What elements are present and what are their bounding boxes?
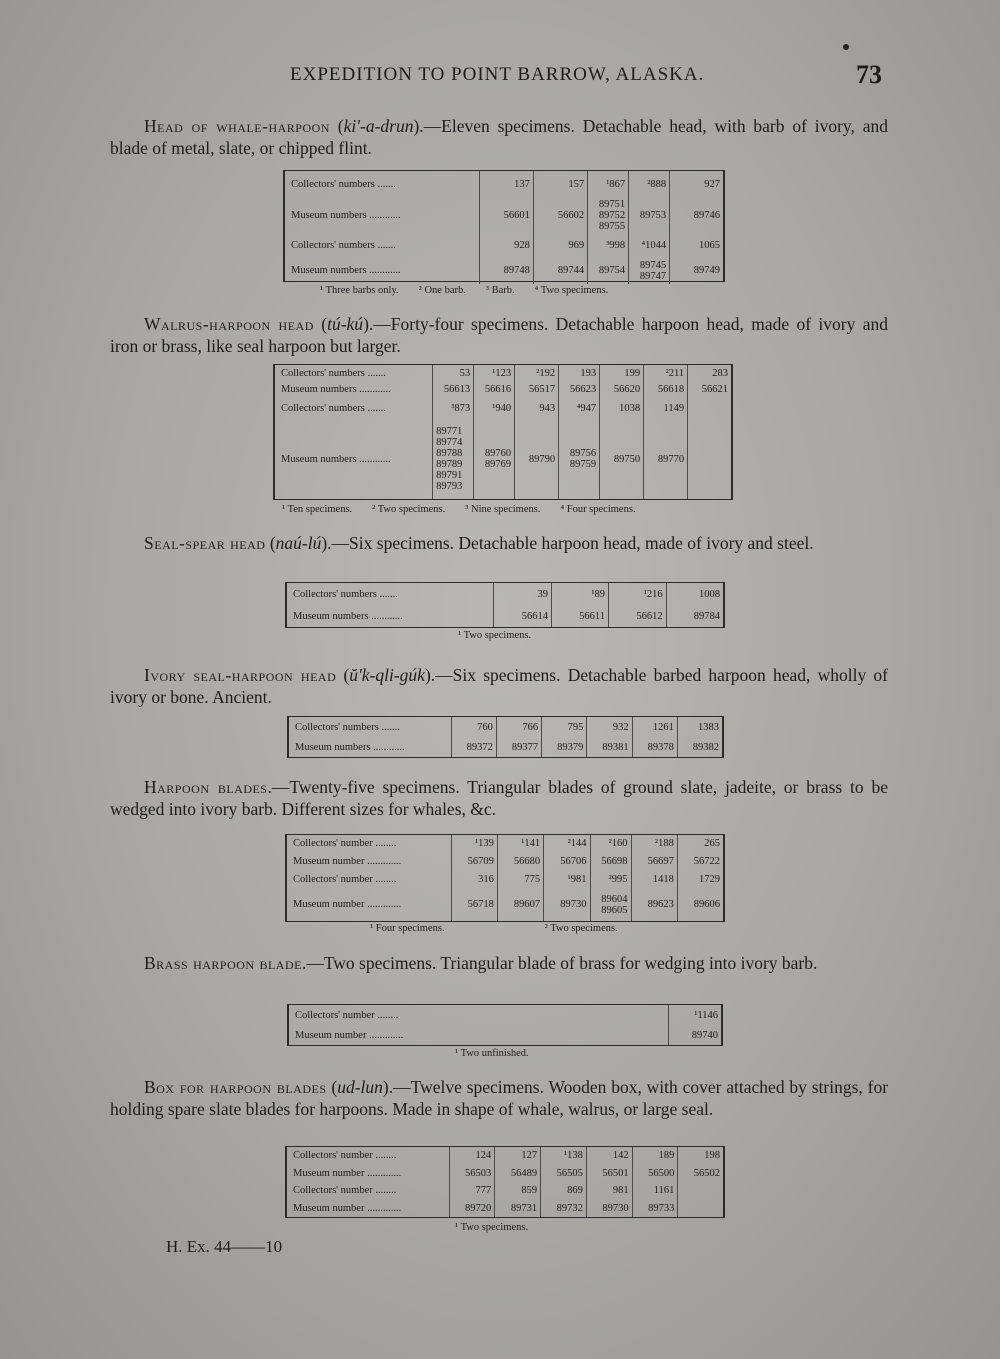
table-cell (688, 397, 731, 419)
table-cell: 89730 (586, 1200, 632, 1218)
section-text: .—Six specimens. Detachable barbed harpoon head, wholly of ivory or bone. Ancient. (110, 665, 888, 707)
table-cell: ²188 (631, 835, 677, 853)
table-cell: ¹216 (608, 583, 666, 605)
specimen-table (285, 582, 725, 628)
running-title: EXPEDITION TO POINT BARROW, ALASKA. (290, 64, 705, 85)
table-cell: ²888 (629, 171, 670, 198)
table-cell: ³998 (588, 233, 629, 257)
table-cell: 56618 (644, 381, 688, 397)
table-cell: ¹981 (544, 870, 590, 888)
table-cell: 56614 (494, 605, 552, 627)
table-cell: ²211 (644, 365, 688, 381)
table-cell: 89790 (515, 419, 559, 499)
table-cell: 137 (479, 171, 533, 198)
specimen-table (273, 364, 733, 500)
table-cell: ¹138 (541, 1147, 587, 1165)
table-cell: 795 (542, 717, 587, 737)
table-cell: 89750 (600, 419, 644, 499)
table-cell: 56503 (449, 1165, 495, 1183)
row-label: Museum number ............. (293, 899, 402, 911)
specimen-table (287, 1004, 723, 1046)
table-cell: 1383 (677, 717, 722, 737)
table-cell: 56505 (541, 1165, 587, 1183)
table-cell: ¹1146 (669, 1005, 722, 1025)
table-cell: 56489 (495, 1165, 541, 1183)
section-text: .—Forty-four specimens. Detachable harpoon head, made of ivory and iron or brass, like seal harpoon but larger. (110, 314, 889, 356)
row-label: Collectors' numbers ....... (291, 179, 396, 190)
row-label: Museum numbers ............ (293, 610, 403, 622)
native-name: ki'-a-drun (343, 116, 414, 136)
table-cell: 1418 (631, 870, 677, 888)
table-cell: ¹89 (551, 583, 608, 605)
specimen-table (285, 1146, 725, 1218)
footnote: ⁴ Four specimens. (560, 504, 636, 515)
section-heading: Head of whale-harpoon (144, 116, 330, 136)
table-cell: 56697 (631, 853, 677, 871)
footnote: ¹ Two specimens. (458, 630, 532, 641)
section-heading: Brass harpoon blade (144, 953, 302, 973)
table-cell: 89745 89747 (629, 257, 670, 284)
table-cell: 927 (670, 171, 723, 198)
table-cell (678, 1200, 723, 1218)
row-label: Museum number ............. (295, 1029, 404, 1041)
table-cell: 89381 (587, 737, 632, 757)
dot-leader: ........ (372, 1185, 397, 1197)
table-cell: ¹123 (474, 365, 515, 381)
table-cell: 56500 (632, 1165, 678, 1183)
table-cell: 89744 (533, 257, 587, 284)
table-cell: 53 (433, 365, 474, 381)
native-name: ud-lun (337, 1077, 383, 1097)
table-cell: 89382 (677, 737, 722, 757)
table-cell: 89753 (629, 198, 670, 233)
table-cell: 89746 (670, 198, 723, 233)
section-whale-harpoon-head: Head of whale-harpoon (ki'-a-drun).—Eleven specimens. Detachable head, with barb of ivory, and blade of metal, slate, or chipped flint. (110, 116, 889, 158)
table-cell: 157 (533, 171, 587, 198)
table-cell: 981 (586, 1182, 632, 1200)
table-cell: 56623 (559, 381, 600, 397)
table-cell: ²144 (544, 835, 590, 853)
table-cell: 124 (449, 1147, 495, 1165)
table-cell: 89379 (542, 737, 587, 757)
table-cell: ³873 (433, 397, 474, 419)
table-cell: 199 (600, 365, 644, 381)
table-cell: 969 (533, 233, 587, 257)
table-cell: 283 (688, 365, 731, 381)
table-cell: 89604 89605 (590, 888, 631, 921)
table-cell: 56722 (677, 853, 723, 871)
row-label: Museum numbers ............ (291, 210, 401, 221)
dot-leader: ....... (374, 239, 396, 251)
footnote: ⁴ Two specimens. (534, 285, 609, 296)
table-footnotes (458, 630, 551, 641)
signature-line: H. Ex. 44——10 (166, 1237, 283, 1256)
table-cell: 89720 (449, 1200, 495, 1218)
dot-leader: ............ (370, 741, 405, 753)
footnote: ¹ Ten specimens. (282, 504, 353, 515)
table-cell: 89760 89769 (474, 419, 515, 499)
row-label: Museum numbers ............ (295, 741, 405, 753)
table-cell: 89378 (632, 737, 677, 757)
table-cell: 56602 (533, 198, 587, 233)
section-seal-spear-head: Seal-spear head (naú-lú).—Six specimens. Detachable harpoon head, made of ivory and steel. (144, 533, 814, 553)
table-cell: 89754 (588, 257, 629, 284)
section-text: .—Eleven specimens. Detachable head, with barb of ivory, and blade of metal, slate, or chipped flint. (110, 116, 889, 158)
table-cell: 316 (451, 870, 497, 888)
footnote: ¹ Four specimens. (370, 923, 445, 934)
table-cell: 56517 (515, 381, 559, 397)
dot-leader: ............. (364, 1167, 402, 1179)
table-cell: 142 (586, 1147, 632, 1165)
footnote: ² One barb. (418, 285, 466, 296)
section-box-for-harpoon-blades: Box for harpoon blades (ud-lun).—Twelve specimens. Wooden box, with cover attached by strings, for holding spare slate blades for harpoons. Made in shape of whale, walrus, or large seal. (110, 1077, 889, 1119)
specimen-table (287, 716, 724, 758)
row-label: Collectors' number ........ (293, 838, 397, 850)
table-cell: 56709 (451, 853, 497, 871)
table-cell: 89733 (632, 1200, 678, 1218)
table-cell: ¹867 (588, 171, 629, 198)
ink-mark (843, 44, 849, 50)
dot-leader: ....... (378, 721, 400, 733)
table-cell: 89607 (497, 888, 543, 921)
table-cell: 1008 (666, 583, 723, 605)
row-label: Museum number ............. (293, 1202, 402, 1214)
table-cell: 928 (479, 233, 533, 257)
table-cell: ⁴947 (559, 397, 600, 419)
dot-leader: ............. (364, 856, 402, 868)
dot-leader: ............ (366, 265, 401, 276)
table-cell: 265 (677, 835, 723, 853)
dot-leader: ........ (372, 873, 397, 885)
dot-leader: ............ (356, 453, 391, 465)
table-footnotes (455, 1222, 548, 1233)
table-cell: 1161 (632, 1182, 678, 1200)
row-label: Museum number ............. (293, 856, 402, 868)
table-cell: 89731 (495, 1200, 541, 1218)
row-label: Collectors' numbers ....... (295, 721, 400, 733)
table-cell: 1038 (600, 397, 644, 419)
row-label: Museum numbers ............ (281, 383, 391, 395)
table-footnotes (320, 285, 628, 296)
table-cell: 1261 (632, 717, 677, 737)
table-cell: 89771 89774 89788 89789 89791 89793 (433, 419, 474, 499)
dot-leader: ....... (364, 402, 386, 414)
table-cell: 777 (449, 1182, 495, 1200)
table-cell: ¹139 (451, 835, 497, 853)
table-cell: 56616 (474, 381, 515, 397)
table-cell: 1729 (677, 870, 723, 888)
dot-leader: ............. (366, 1029, 404, 1041)
table-cell: 193 (559, 365, 600, 381)
dot-leader: ............ (366, 210, 401, 221)
table-cell: ²160 (590, 835, 631, 853)
table-cell: 89732 (541, 1200, 587, 1218)
table-cell: 89748 (479, 257, 533, 284)
row-label: Collectors' number ........ (295, 1009, 399, 1021)
table-cell: 56706 (544, 853, 590, 871)
table-cell: 89740 (669, 1025, 722, 1045)
row-label: Collectors' number ........ (293, 1185, 397, 1197)
running-header (0, 60, 1000, 94)
table-cell: 859 (495, 1182, 541, 1200)
table-cell: 869 (541, 1182, 587, 1200)
table-cell (678, 1182, 723, 1200)
dot-leader: ........ (372, 838, 397, 850)
page-number: 73 (856, 60, 882, 89)
dot-leader: ........ (374, 1009, 399, 1021)
dot-leader: ....... (374, 179, 396, 190)
dot-leader: ............ (368, 610, 403, 622)
native-name: tú-kú (327, 314, 364, 334)
table-cell: 56621 (688, 381, 731, 397)
table-cell: 56611 (551, 605, 608, 627)
row-label: Museum number ............. (293, 1167, 402, 1179)
table-cell: 89623 (631, 888, 677, 921)
native-name: naú-lú (275, 533, 322, 553)
table-cell: 89377 (496, 737, 541, 757)
row-label: Collectors' numbers ....... (281, 367, 386, 379)
table-cell: ¹141 (497, 835, 543, 853)
footnote: ² Two specimens. (372, 504, 446, 515)
dot-leader: ............ (356, 383, 391, 395)
dot-leader: ........ (372, 1150, 397, 1162)
row-label: Museum numbers ............ (291, 265, 401, 276)
row-label: Collectors' number ........ (293, 873, 397, 885)
table-cell: 56613 (433, 381, 474, 397)
table-cell: 127 (495, 1147, 541, 1165)
table-cell: 56502 (678, 1165, 723, 1183)
table-cell: 56698 (590, 853, 631, 871)
row-label: Collectors' numbers ....... (291, 239, 396, 251)
table-cell: 766 (496, 717, 541, 737)
table-cell: ⁴1044 (629, 233, 670, 257)
section-brass-harpoon-blade (110, 952, 888, 974)
section-text: .—Six specimens. Detachable harpoon head, made of ivory and steel. (327, 533, 814, 553)
specimen-table (283, 170, 725, 282)
table-cell: ²192 (515, 365, 559, 381)
table-cell: 89372 (451, 737, 496, 757)
specimen-table (285, 834, 725, 922)
table-cell: 89749 (670, 257, 723, 284)
row-label: Collectors' number ........ (293, 1150, 397, 1162)
section-ivory-seal-harpoon-head: Ivory seal-harpoon head (ŭ'k-qli-gúk).—Six specimens. Detachable barbed harpoon head, wholly of ivory or bone. Ancient. (110, 665, 888, 707)
table-cell: 89606 (677, 888, 723, 921)
table-cell (688, 419, 731, 499)
table-cell: 1149 (644, 397, 688, 419)
table-cell: 89784 (666, 605, 723, 627)
section-text: .—Twelve specimens. Wooden box, with cover attached by strings, for holding spare slate blades for harpoons. Made in shape of whale, walrus, or large seal. (110, 1077, 889, 1119)
footnote: ² Two specimens. (544, 923, 618, 934)
table-cell: 56680 (497, 853, 543, 871)
table-footnotes (370, 923, 638, 934)
table-cell: 39 (494, 583, 552, 605)
table-cell: 56620 (600, 381, 644, 397)
footnote: ³ Nine specimens. (465, 504, 541, 515)
table-cell: 56601 (479, 198, 533, 233)
section-heading: Walrus-harpoon head (144, 314, 314, 334)
section-heading: Seal-spear head (144, 533, 266, 553)
table-footnotes (282, 504, 656, 515)
table-cell: 932 (587, 717, 632, 737)
footnote: ³ Barb. (485, 285, 515, 296)
table-cell: ¹940 (474, 397, 515, 419)
row-label: Collectors' numbers ....... (281, 402, 386, 414)
section-walrus-harpoon-head: Walrus-harpoon head (tú-kú).—Forty-four specimens. Detachable harpoon head, made of ivory and iron or brass, like seal harpoon but larger. (110, 314, 889, 356)
table-footnotes (455, 1048, 549, 1059)
section-heading: Harpoon blades (144, 777, 268, 797)
section-heading: Box for harpoon blades (144, 1077, 327, 1097)
table-cell: 943 (515, 397, 559, 419)
table-cell: 198 (678, 1147, 723, 1165)
section-harpoon-blades (110, 776, 888, 820)
table-cell: 760 (451, 717, 496, 737)
native-name: ŭ'k-qli-gúk (349, 665, 425, 685)
section-heading: Ivory seal-harpoon head (144, 665, 337, 685)
footnote: ¹ Two specimens. (455, 1222, 529, 1233)
table-cell: 89751 89752 89755 (588, 198, 629, 233)
row-label: Museum numbers ............ (281, 453, 391, 465)
section-text: .—Twenty-five specimens. Triangular blades of ground slate, jadeite, or brass to be wedged into ivory barb. Different sizes for whales, &c. (110, 777, 888, 819)
table-cell: 775 (497, 870, 543, 888)
section-text: .—Two specimens. Triangular blade of brass for wedging into ivory barb. (301, 953, 818, 973)
table-cell: 56718 (451, 888, 497, 921)
row-label: Collectors' numbers ....... (293, 588, 398, 600)
dot-leader: ............. (364, 1202, 402, 1214)
table-cell: 89730 (544, 888, 590, 921)
footnote: ¹ Three barbs only. (320, 285, 399, 296)
table-cell: 189 (632, 1147, 678, 1165)
dot-leader: ....... (376, 588, 398, 600)
table-cell: 89770 (644, 419, 688, 499)
footnote: ¹ Two unfinished. (455, 1048, 529, 1059)
dot-leader: ............. (364, 899, 402, 911)
table-cell: 56501 (586, 1165, 632, 1183)
table-cell: ²995 (590, 870, 631, 888)
table-cell: 89756 89759 (559, 419, 600, 499)
table-cell: 56612 (608, 605, 666, 627)
dot-leader: ....... (364, 367, 386, 379)
table-cell: 1065 (670, 233, 723, 257)
